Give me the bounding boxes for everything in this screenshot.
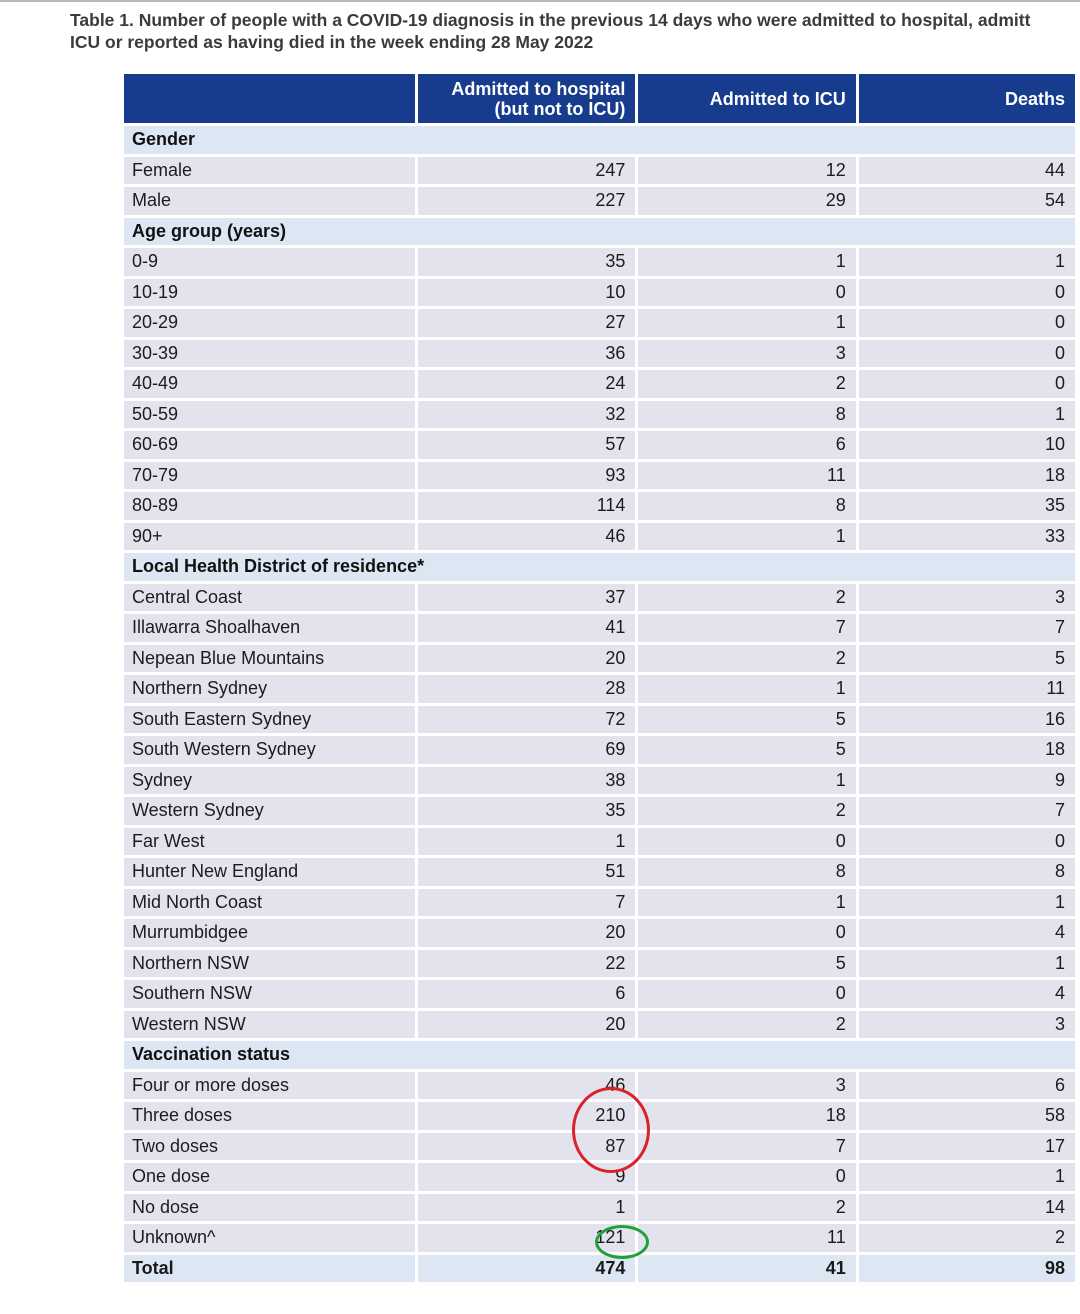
row-label: Female [124,157,415,185]
hospital-value: 27 [418,309,635,337]
table-row [124,462,1075,490]
deaths-value: 0 [859,279,1075,307]
deaths-value: 17 [859,1133,1075,1161]
row-label: Mid North Coast [124,889,415,917]
icu-value: 0 [638,279,855,307]
icu-value: 2 [638,797,855,825]
deaths-value: 8 [859,858,1075,886]
header-hospital-line-2: (but not to ICU) [494,98,626,119]
hospital-value: 10 [418,279,635,307]
deaths-value: 5 [859,645,1075,673]
table-row [124,828,1075,856]
hospital-value: 20 [418,919,635,947]
table-row [124,645,1075,673]
table-row [124,767,1075,795]
icu-value: 18 [638,1102,855,1130]
section-title: Gender [124,126,1075,154]
row-label: 50-59 [124,401,415,429]
deaths-value: 4 [859,980,1075,1008]
row-label: One dose [124,1163,415,1191]
table-row [124,1102,1075,1130]
header-hospital-line-1: Admitted to hospital [451,78,626,99]
deaths-value: 1 [859,1163,1075,1191]
table-row [124,797,1075,825]
hospital-value: 227 [418,187,635,215]
total-hospital: 474 [418,1255,635,1283]
row-label: 70-79 [124,462,415,490]
icu-value: 29 [638,187,855,215]
hospital-value: 1 [418,828,635,856]
table-row [124,523,1075,551]
hospital-value: 247 [418,157,635,185]
table-row [124,858,1075,886]
icu-value: 7 [638,1133,855,1161]
deaths-value: 16 [859,706,1075,734]
hospital-value: 41 [418,614,635,642]
row-label: 60-69 [124,431,415,459]
icu-value: 5 [638,950,855,978]
hospital-value: 38 [418,767,635,795]
icu-value: 8 [638,858,855,886]
hospital-value: 35 [418,797,635,825]
icu-value: 2 [638,370,855,398]
table-row [124,614,1075,642]
hospital-value: 9 [418,1163,635,1191]
row-label: South Western Sydney [124,736,415,764]
hospital-value: 46 [418,1072,635,1100]
icu-value: 1 [638,767,855,795]
deaths-value: 0 [859,828,1075,856]
table-row [124,340,1075,368]
table-row [124,187,1075,215]
table-row [124,919,1075,947]
section-header-row [124,218,1075,246]
row-label: South Eastern Sydney [124,706,415,734]
table-row [124,980,1075,1008]
hospital-value: 7 [418,889,635,917]
deaths-value: 2 [859,1224,1075,1252]
total-label: Total [124,1255,415,1283]
hospital-value: 121 [418,1224,635,1252]
row-label: Western Sydney [124,797,415,825]
row-label: Central Coast [124,584,415,612]
hospital-value: 51 [418,858,635,886]
table-row [124,1133,1075,1161]
icu-value: 2 [638,1194,855,1222]
table-body [124,126,1075,1282]
table-row [124,1163,1075,1191]
deaths-value: 18 [859,736,1075,764]
table-row [124,157,1075,185]
table-caption [70,9,1080,53]
deaths-value: 7 [859,614,1075,642]
table-row [124,248,1075,276]
hospital-value: 24 [418,370,635,398]
hospital-value: 57 [418,431,635,459]
caption-line-2: ICU or reported as having died in the week ending 28 May 2022 [70,32,594,52]
table-row [124,584,1075,612]
row-label: 40-49 [124,370,415,398]
icu-value: 7 [638,614,855,642]
deaths-value: 35 [859,492,1075,520]
row-label: 80-89 [124,492,415,520]
hospital-value: 36 [418,340,635,368]
deaths-value: 11 [859,675,1075,703]
header-deaths: Deaths [859,74,1075,123]
row-label: 20-29 [124,309,415,337]
hospital-value: 37 [418,584,635,612]
icu-value: 8 [638,492,855,520]
header-icu: Admitted to ICU [638,74,855,123]
icu-value: 5 [638,706,855,734]
deaths-value: 58 [859,1102,1075,1130]
icu-value: 11 [638,462,855,490]
hospital-value: 28 [418,675,635,703]
header-category [124,74,415,123]
icu-value: 5 [638,736,855,764]
icu-value: 2 [638,584,855,612]
icu-value: 0 [638,980,855,1008]
icu-value: 1 [638,248,855,276]
icu-value: 6 [638,431,855,459]
table-row [124,675,1075,703]
row-label: Northern Sydney [124,675,415,703]
icu-value: 8 [638,401,855,429]
deaths-value: 0 [859,370,1075,398]
hospital-value: 87 [418,1133,635,1161]
row-label: Far West [124,828,415,856]
row-label: Four or more doses [124,1072,415,1100]
row-label: No dose [124,1194,415,1222]
hospital-value: 114 [418,492,635,520]
deaths-value: 14 [859,1194,1075,1222]
row-label: 90+ [124,523,415,551]
caption-line-1: Table 1. Number of people with a COVID-19 diagnosis in the previous 14 days who were admitted to hospital, admitt [70,10,1031,30]
deaths-value: 0 [859,309,1075,337]
row-label: Sydney [124,767,415,795]
row-label: Nepean Blue Mountains [124,645,415,673]
deaths-value: 54 [859,187,1075,215]
icu-value: 0 [638,1163,855,1191]
icu-value: 1 [638,309,855,337]
row-label: Two doses [124,1133,415,1161]
deaths-value: 18 [859,462,1075,490]
icu-value: 1 [638,889,855,917]
hospital-value: 210 [418,1102,635,1130]
row-label: Southern NSW [124,980,415,1008]
hospital-value: 46 [418,523,635,551]
deaths-value: 44 [859,157,1075,185]
table-row [124,736,1075,764]
icu-value: 12 [638,157,855,185]
icu-value: 0 [638,919,855,947]
deaths-value: 0 [859,340,1075,368]
total-row [124,1255,1075,1283]
table-row [124,492,1075,520]
covid-admissions-table [121,71,1078,1285]
table-row [124,950,1075,978]
section-title: Age group (years) [124,218,1075,246]
icu-value: 0 [638,828,855,856]
table-row [124,1011,1075,1039]
row-label: Illawarra Shoalhaven [124,614,415,642]
total-deaths: 98 [859,1255,1075,1283]
table-row [124,889,1075,917]
deaths-value: 33 [859,523,1075,551]
hospital-value: 72 [418,706,635,734]
section-header-row [124,1041,1075,1069]
section-header-row [124,126,1075,154]
icu-value: 3 [638,1072,855,1100]
deaths-value: 6 [859,1072,1075,1100]
table-row [124,706,1075,734]
table-row [124,401,1075,429]
icu-value: 1 [638,523,855,551]
top-divider [0,0,1080,2]
table-row [124,431,1075,459]
row-label: Murrumbidgee [124,919,415,947]
deaths-value: 10 [859,431,1075,459]
table-header [124,74,1075,123]
deaths-value: 3 [859,584,1075,612]
icu-value: 1 [638,675,855,703]
deaths-value: 3 [859,1011,1075,1039]
row-label: Northern NSW [124,950,415,978]
table-row [124,1194,1075,1222]
table-row [124,309,1075,337]
table-row [124,1224,1075,1252]
header-hospital [418,74,635,123]
table-row [124,370,1075,398]
hospital-value: 20 [418,645,635,673]
deaths-value: 1 [859,950,1075,978]
deaths-value: 1 [859,401,1075,429]
icu-value: 2 [638,1011,855,1039]
hospital-value: 6 [418,980,635,1008]
row-label: 10-19 [124,279,415,307]
total-icu: 41 [638,1255,855,1283]
hospital-value: 1 [418,1194,635,1222]
row-label: Western NSW [124,1011,415,1039]
row-label: Hunter New England [124,858,415,886]
row-label: Unknown^ [124,1224,415,1252]
deaths-value: 7 [859,797,1075,825]
deaths-value: 1 [859,248,1075,276]
table-row [124,279,1075,307]
icu-value: 3 [638,340,855,368]
deaths-value: 9 [859,767,1075,795]
row-label: 30-39 [124,340,415,368]
deaths-value: 1 [859,889,1075,917]
hospital-value: 35 [418,248,635,276]
icu-value: 11 [638,1224,855,1252]
icu-value: 2 [638,645,855,673]
hospital-value: 93 [418,462,635,490]
section-header-row [124,553,1075,581]
hospital-value: 22 [418,950,635,978]
row-label: Three doses [124,1102,415,1130]
deaths-value: 4 [859,919,1075,947]
row-label: Male [124,187,415,215]
section-title: Vaccination status [124,1041,1075,1069]
hospital-value: 32 [418,401,635,429]
row-label: 0-9 [124,248,415,276]
table-row [124,1072,1075,1100]
hospital-value: 69 [418,736,635,764]
section-title: Local Health District of residence* [124,553,1075,581]
hospital-value: 20 [418,1011,635,1039]
